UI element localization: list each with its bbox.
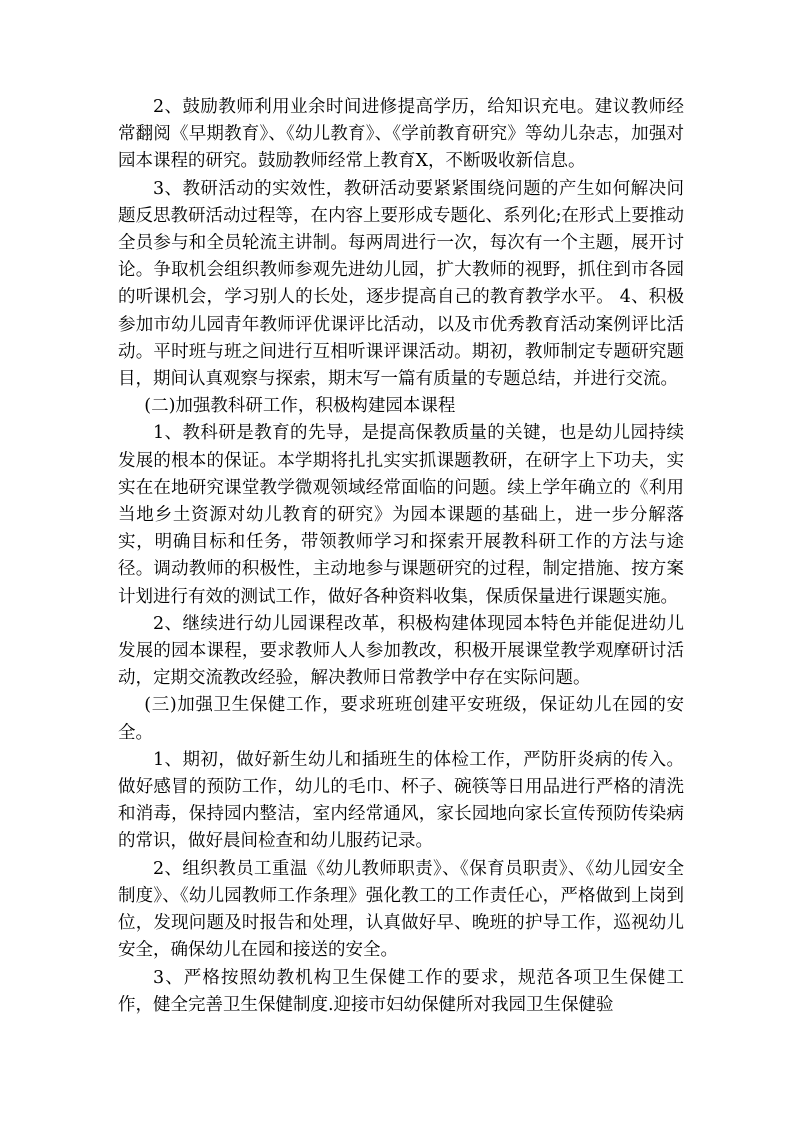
- section-heading-health-care: (三)加强卫生保健工作，要求班班创建平安班级，保证幼儿在园的安全。: [118, 695, 684, 743]
- paragraph-health-standards: 3、严格按照幼教机构卫生保健工作的要求，规范各项卫生保健工作，健全完善卫生保健制度.迎接市妇幼保健所对我园卫生保健验: [118, 967, 684, 1015]
- paragraph-curriculum-reform: 2、继续进行幼儿园课程改革，积极构建体现园本特色并能促进幼儿发展的园本课程，要求教师人人参加教改，积极开展课堂教学观摩研讨活动，定期交流教改经验，解决教师日常教学中存在实际问题。: [118, 613, 684, 689]
- paragraph-teaching-research-effectiveness: 3、教研活动的实效性，教研活动要紧紧围绕问题的产生如何解决问题反思教研活动过程等，在内容上要形成专题化、系列化;在形式上要推动全员参与和全员轮流主讲制。每两周进行一次，每次有一个主题，展开讨论。争取机会组织教师参观先进幼儿园，扩大教师的视野，抓住到市各园的听课机会，学习别人的长处，逐步提高自己的教育教学水平。 4、积极参加市幼儿园青年教师评优课评比活动，以及市优秀教育活动案例评比活动。平时班与班之间进行互相听课评课活动。期初，教师制定专题研究题目，期间认真观察与探索，期末写一篇有质量的专题总结，并进行交流。: [118, 178, 684, 390]
- paragraph-research-leading: 1、教科研是教育的先导，是提高保教质量的关键，也是幼儿园持续发展的根本的保证。本学期将扎扎实实抓课题教研，在研字上下功夫，实实在在地研究课堂教学微观领域经常面临的问题。续上学年确立的《利用当地乡土资源对幼儿教育的研究》为园本课题的基础上，进一步分解落实，明确目标和任务，带领教师学习和探索开展教科研工作的方法与途径。调动教师的积极性，主动地参与课题研究的过程，制定措施、按方案计划进行有效的测试工作，做好各种资料收集，保质保量进行课题实施。: [118, 423, 684, 607]
- document-body: [118, 94, 684, 1019]
- paragraph-health-checkup: 1、期初，做好新生幼儿和插班生的体检工作，严防肝炎病的传入。做好感冒的预防工作，幼儿的毛巾、杯子、碗筷等日用品进行严格的清洗和消毒，保持园内整洁，室内经常通风，家长园地向家长宣传预防传染病的常识，做好晨间检查和幼儿服药记录。: [118, 749, 684, 852]
- section-heading-research-work: (二)加强教科研工作，积极构建园本课程: [144, 396, 456, 417]
- paragraph-encourage-teacher-study: 2、鼓励教师利用业余时间进修提高学历，给知识充电。建议教师经常翻阅《早期教育》、《幼儿教育》、《学前教育研究》等幼儿杂志，加强对园本课程的研究。鼓励教师经常上教育X，不断吸收新信息。: [118, 97, 684, 172]
- paragraph-staff-responsibility: 2、组织教员工重温《幼儿教师职责》、《保育员职责》、《幼儿园安全制度》、《幼儿园教师工作条理》强化教工的工作责任心，严格做到上岗到位，发现问题及时报告和处理，认真做好早、晚班的护导工作，巡视幼儿安全，确保幼儿在园和接送的安全。: [118, 858, 684, 961]
